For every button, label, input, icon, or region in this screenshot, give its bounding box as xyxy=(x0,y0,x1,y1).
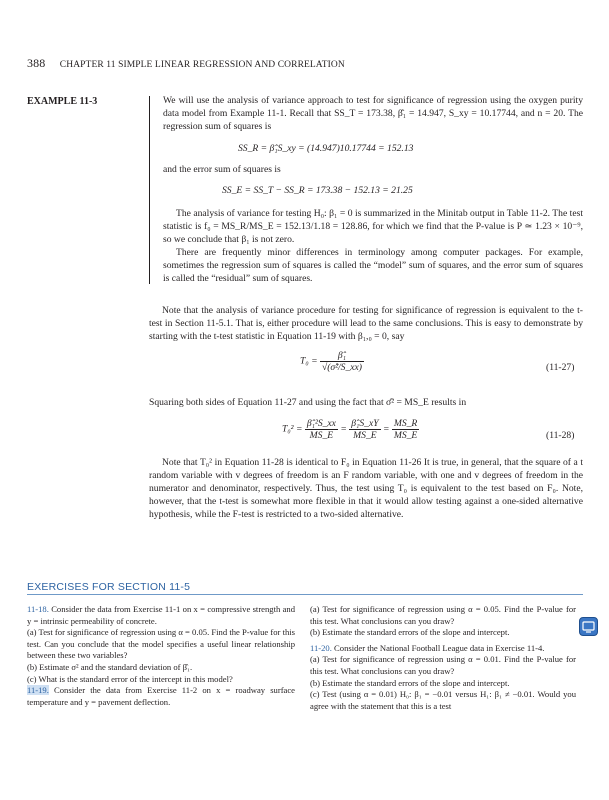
exercise-11-18-c: (c) What is the standard error of the intercept in this model? xyxy=(27,673,233,684)
example-mid-text: and the error sum of squares is xyxy=(163,164,281,175)
exercise-11-19-number[interactable]: 11-19. xyxy=(27,685,49,696)
final-text: Note that T₀² in Equation 11-28 is identical to F₀ in Equation 11-26 It is true, in general, that the square of a t random variable with v degrees of freedom is an F random variable, with one and v degrees of freedom in the numerator and denominator, respectively. Thus, the test using T₀ is equivalent to the test based on F₀. Note, however, that the t-test is somewhat more flexible in that it would allow testing against a one-sided alternative hypothesis, while the F-test is restricted to a two-sided alternative. xyxy=(149,457,583,520)
exercises-section-title: EXERCISES FOR SECTION 11-5 xyxy=(27,581,191,593)
eq1128-fraction-2 xyxy=(349,418,380,441)
eq1127-lhs: T₀ = xyxy=(300,355,318,367)
exercise-11-19-text: Consider the data from Exercise 11-2 on x = roadway surface temperature and y = pavement deflection. xyxy=(27,685,295,707)
section-rule xyxy=(27,594,583,595)
example-anova-paragraph xyxy=(163,207,583,285)
eq1128-den-1: MS_E xyxy=(309,430,334,441)
example-intro-text: We will use the analysis of variance approach to test for significance of regression using the oxygen purity data model from Example 11-1. Recall that SS_T = 173.38, β̂₁ = 14.947, S_xy = 10.17744, and n = 20. The regression sum of squares is xyxy=(163,95,583,132)
equation-sse: SS_E = SS_T − SS_R = 173.38 − 152.13 = 21.25 xyxy=(222,185,413,196)
example-label: EXAMPLE 11-3 xyxy=(27,96,98,107)
exercise-11-20 xyxy=(310,643,576,655)
equation-11-27 xyxy=(300,350,364,373)
eq1128-fraction-1 xyxy=(305,418,338,441)
eq1127-denominator: √(σ̂²/S_xx) xyxy=(321,362,362,373)
exercise-11-20-a: (a) Test for significance of regression using α = 0.01. Find the P-value for this test. What conclusions can you draw? xyxy=(310,654,576,676)
exercise-11-18-number[interactable]: 11-18. xyxy=(27,604,49,614)
final-paragraph xyxy=(149,456,583,521)
exercise-11-18 xyxy=(27,604,295,627)
chapter-title: CHAPTER 11 SIMPLE LINEAR REGRESSION AND CORRELATION xyxy=(59,60,345,70)
example-p2: There are frequently minor differences in terminology among computer packages. For example, sometimes the regression sum of squares is called the “model” sum of squares, and the error sum of squares is called the “residual” sum of squares. xyxy=(163,247,583,284)
running-header xyxy=(27,56,345,71)
eq1127-tag: (11-27) xyxy=(546,362,575,373)
exercise-11-20-text: Consider the National Football League data in Exercise 11-4. xyxy=(334,642,545,653)
exercises-right-column xyxy=(310,604,576,712)
eq1128-den-3: MS_E xyxy=(393,430,418,441)
eq1128-num-2: β̂₁S_xY xyxy=(351,418,379,429)
example-p1: The analysis of variance for testing H₀: β₁ = 0 is summarized in the Minitab output in Table 11-2. The test statistic is f₀ = MS_R/MS_E = 152.13/1.18 = 128.86, for which we find that the P-value is P ≃ 1.23 × 10⁻⁹, so we conclude that β₁ is not zero. xyxy=(163,208,583,245)
exercise-11-19-a: (a) Test for significance of regression using α = 0.05. Find the P-value for this test. What conclusions can you draw? xyxy=(310,604,576,626)
note-paragraph xyxy=(149,304,583,343)
eq1128-lhs: T₀² = xyxy=(282,423,303,435)
eq1128-den-2: MS_E xyxy=(353,430,377,441)
equation-ssr: SS_R = β̂₁S_xy = (14.947)10.17744 = 152.13 xyxy=(238,143,414,154)
exercise-11-20-b: (b) Estimate the standard errors of the slope and intercept. xyxy=(310,677,510,688)
eq1128-num-1: β̂₁²S_xx xyxy=(306,418,336,429)
eq1127-numerator: β̂₁ xyxy=(320,350,364,362)
eq1128-tag: (11-28) xyxy=(546,430,575,441)
eq1127-fraction xyxy=(320,350,364,373)
exercise-11-18-a: (a) Test for significance of regression using α = 0.05. Find the P-value for this test. Can you conclude that the model specifies a useful linear relationship between these two variables? xyxy=(27,627,295,661)
eq1128-num-3: MS_R xyxy=(393,418,418,429)
example-rule xyxy=(149,96,150,284)
exercise-11-19 xyxy=(27,685,295,708)
exercise-11-18-b: (b) Estimate σ² and the standard deviation of β̂₁. xyxy=(27,661,193,672)
squaring-text: Squaring both sides of Equation 11-27 and using the fact that σ̂² = MS_E results in xyxy=(149,397,467,408)
example-intro xyxy=(163,94,583,133)
exercise-11-19-b: (b) Estimate the standard errors of the slope and intercept. xyxy=(310,627,510,638)
exercise-11-20-number[interactable]: 11-20. xyxy=(310,642,332,653)
eq1128-fraction-3 xyxy=(392,418,419,441)
exercise-11-18-text: Consider the data from Exercise 11-1 on x = compressive strength and y = intrinsic permeability of concrete. xyxy=(27,604,295,626)
exercises-left-column xyxy=(27,604,295,708)
exercise-11-20-c: (c) Test (using α = 0.01) H₀: β₁ = −0.01 versus H₁: β₁ ≠ −0.01. Would you agree with the statement that this is a test xyxy=(310,689,576,711)
page-number: 388 xyxy=(27,56,46,70)
web-resource-icon[interactable] xyxy=(579,617,598,636)
web-resource-glyph xyxy=(580,618,597,635)
eq1128-equals-1: = xyxy=(340,423,347,435)
eq1128-equals-2: = xyxy=(382,423,390,435)
note-text: Note that the analysis of variance procedure for testing for significance of regression is equivalent to the t-test in Section 11-5.1. That is, either procedure will lead to the same conclusions. This is easy to demonstrate by starting with the t-test statistic in Equation 11-19 with β₁,₀ = 0, say xyxy=(149,305,583,342)
equation-11-28 xyxy=(282,418,419,441)
